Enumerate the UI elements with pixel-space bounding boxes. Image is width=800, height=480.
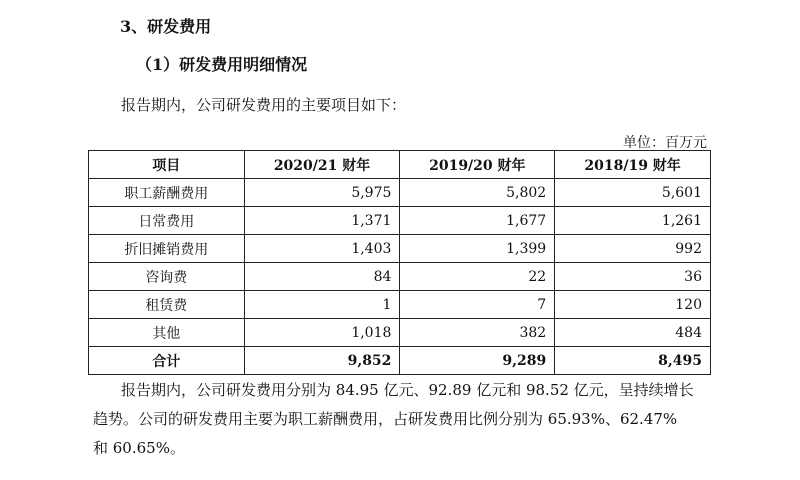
total-fy2021: 9,852 [244,347,400,375]
row-label: 其他 [89,319,245,347]
table-row [89,319,711,347]
cell-fy2020: 382 [400,319,555,347]
row-label: 咨询费 [89,263,245,291]
cell-fy2021: 84 [244,263,400,291]
row-label: 租赁费 [89,291,245,319]
table-row [89,291,711,319]
table-row [89,179,711,207]
summary-line-1: 报告期内，公司研发费用分别为 84.95 亿元、92.89 亿元和 98.52 亿元，呈持续增长 [121,381,694,399]
cell-fy2019: 1,261 [555,207,711,235]
cell-fy2021: 1,018 [244,319,400,347]
table-row [89,235,711,263]
table-row [89,207,711,235]
unit-label: 单位：百万元 [623,135,707,151]
cell-fy2019: 484 [555,319,711,347]
table-header-row [89,151,711,179]
cell-fy2019: 120 [555,291,711,319]
header-fy2021: 2020/21 财年 [244,151,400,179]
row-label: 折旧摊销费用 [89,235,245,263]
summary-line-2: 趋势。公司的研发费用主要为职工薪酬费用，占研发费用比例分别为 65.93%、62.47% [93,410,678,428]
total-fy2019: 8,495 [555,347,711,375]
cell-fy2020: 5,802 [400,179,555,207]
subsection-heading: （1）研发费用明细情况 [136,55,308,74]
row-label: 职工薪酬费用 [89,179,245,207]
cell-fy2019: 992 [555,235,711,263]
cell-fy2019: 5,601 [555,179,711,207]
intro-paragraph: 报告期内，公司研发费用的主要项目如下： [121,96,407,114]
cell-fy2021: 1,403 [244,235,400,263]
cell-fy2021: 1,371 [244,207,400,235]
cell-fy2020: 1,399 [400,235,555,263]
cell-fy2019: 36 [555,263,711,291]
total-label: 合计 [89,347,245,375]
header-item: 项目 [89,151,245,179]
summary-paragraph [93,376,713,463]
table-total-row [89,347,711,375]
cell-fy2020: 1,677 [400,207,555,235]
cell-fy2021: 1 [244,291,400,319]
table-row [89,263,711,291]
rd-expense-table [88,150,711,375]
total-fy2020: 9,289 [400,347,555,375]
cell-fy2021: 5,975 [244,179,400,207]
section-heading: 3、研发费用 [120,17,212,36]
header-fy2020: 2019/20 财年 [400,151,555,179]
cell-fy2020: 7 [400,291,555,319]
cell-fy2020: 22 [400,263,555,291]
header-fy2019: 2018/19 财年 [555,151,711,179]
row-label: 日常费用 [89,207,245,235]
summary-line-3: 和 60.65%。 [93,439,185,457]
